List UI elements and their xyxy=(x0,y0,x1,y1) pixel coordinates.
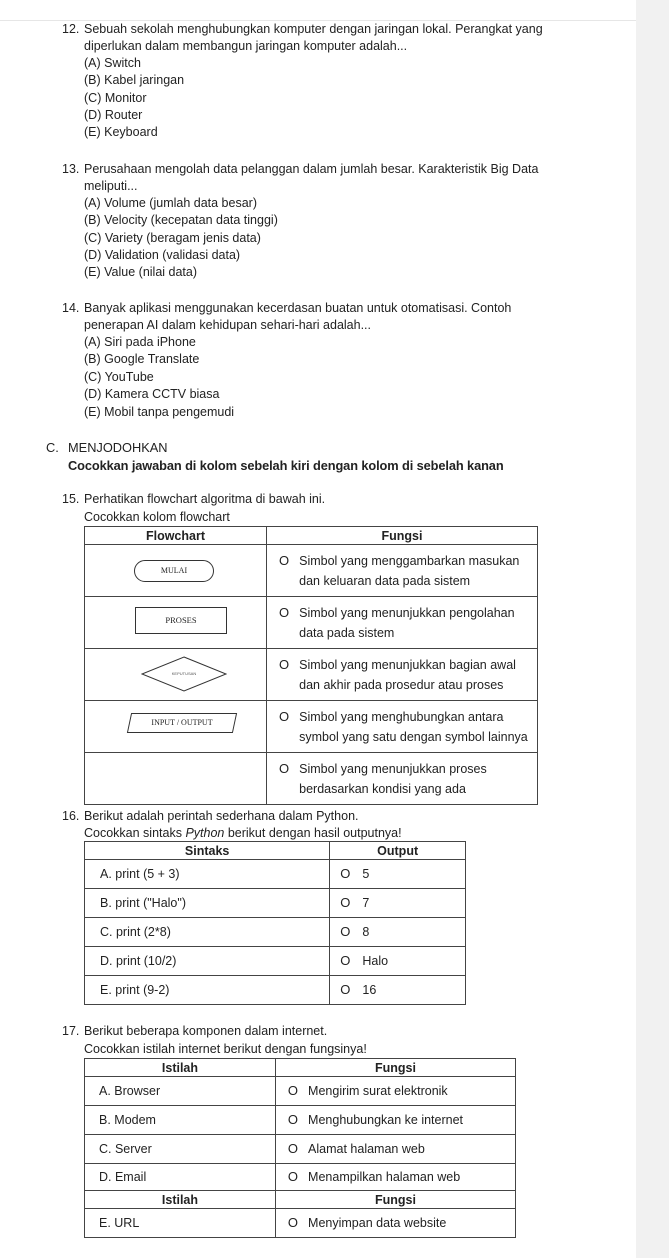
syntax-cell: A. print (5 + 3) xyxy=(85,860,330,889)
term-cell: E. URL xyxy=(85,1209,276,1238)
flowchart-cell-empty xyxy=(85,753,267,805)
question-text-line2: diperlukan dalam membangun jaringan komputer adalah... xyxy=(84,39,408,53)
option-e[interactable]: (E) Keyboard xyxy=(84,125,158,139)
match-bullet[interactable]: O xyxy=(287,1169,299,1184)
fungsi-text-line2: berdasarkan kondisi yang ada xyxy=(299,781,466,796)
table-row xyxy=(85,701,538,753)
output-cell xyxy=(330,976,466,1005)
func-cell xyxy=(275,1164,515,1191)
header-fungsi: Fungsi xyxy=(267,527,538,545)
table-row xyxy=(85,753,538,805)
fungsi-text-line2: dan keluaran data pada sistem xyxy=(299,573,471,588)
table-row xyxy=(85,1106,516,1135)
fungsi-text-line2: dan akhir pada prosedur atau proses xyxy=(299,677,504,692)
func-text: Alamat halaman web xyxy=(308,1142,425,1156)
instruction-python: Python xyxy=(185,826,225,840)
option-c[interactable]: (C) Monitor xyxy=(84,91,147,105)
question-text-line1: Berikut beberapa komponen dalam internet. xyxy=(84,1024,328,1038)
table-row xyxy=(85,947,466,976)
match-bullet[interactable]: O xyxy=(279,552,290,568)
output-value: 7 xyxy=(362,896,370,910)
match-bullet[interactable]: O xyxy=(340,953,351,968)
option-d[interactable]: (D) Kamera CCTV biasa xyxy=(84,387,220,401)
table-row xyxy=(85,976,466,1005)
term-cell: C. Server xyxy=(85,1135,276,1164)
question-number: 16. xyxy=(62,809,80,823)
question-instruction: Cocokkan istilah internet berikut dengan fungsinya! xyxy=(84,1042,367,1056)
fungsi-cell xyxy=(267,597,538,649)
option-a[interactable]: (A) Siri pada iPhone xyxy=(84,335,196,349)
option-e[interactable]: (E) Value (nilai data) xyxy=(84,265,198,279)
option-b[interactable]: (B) Google Translate xyxy=(84,352,200,366)
table-row xyxy=(85,918,466,947)
match-bullet[interactable]: O xyxy=(287,1215,299,1230)
scrollbar-track[interactable] xyxy=(636,0,669,1258)
process-symbol: PROSES xyxy=(135,607,227,634)
decision-label: KEPUTUSAN xyxy=(171,671,197,676)
python-matching-table xyxy=(84,841,466,1005)
syntax-cell: E. print (9-2) xyxy=(85,976,330,1005)
match-bullet[interactable]: O xyxy=(340,866,351,881)
func-text: Menampilkan halaman web xyxy=(308,1170,461,1184)
flowchart-cell xyxy=(85,597,267,649)
header-output: Output xyxy=(330,842,466,860)
match-bullet[interactable]: O xyxy=(279,760,290,776)
question-text-line1: Perusahaan mengolah data pelanggan dalam jumlah besar. Karakteristik Big Data xyxy=(84,162,539,176)
fungsi-cell xyxy=(267,701,538,753)
table-row xyxy=(85,649,538,701)
fungsi-text-line2: data pada sistem xyxy=(299,625,395,640)
question-text-line2: meliputi... xyxy=(84,179,138,193)
match-bullet[interactable]: O xyxy=(287,1141,299,1156)
question-text-line2: penerapan AI dalam kehidupan sehari-hari adalah... xyxy=(84,318,372,332)
question-text-line1: Sebuah sekolah menghubungkan komputer dengan jaringan lokal. Perangkat yang xyxy=(84,22,543,36)
flowchart-cell xyxy=(85,701,267,753)
table-row xyxy=(85,1164,516,1191)
question-number: 14. xyxy=(62,301,80,315)
decision-symbol xyxy=(141,656,227,692)
match-bullet[interactable]: O xyxy=(340,924,351,939)
func-text: Menyimpan data website xyxy=(308,1216,447,1230)
question-text-line1: Berikut adalah perintah sederhana dalam Python. xyxy=(84,809,359,823)
output-value: Halo xyxy=(362,954,389,968)
question-text-line1: Banyak aplikasi menggunakan kecerdasan buatan untuk otomatisasi. Contoh xyxy=(84,301,512,315)
match-bullet[interactable]: O xyxy=(287,1083,299,1098)
terminal-symbol: MULAI xyxy=(134,560,214,582)
internet-matching-table xyxy=(84,1058,516,1238)
syntax-cell: D. print (10/2) xyxy=(85,947,330,976)
header-sintaks: Sintaks xyxy=(85,842,330,860)
fungsi-cell xyxy=(267,753,538,805)
table-row xyxy=(85,1135,516,1164)
repeat-header-fungsi: Fungsi xyxy=(275,1191,515,1209)
question-instruction: Cocokkan kolom flowchart xyxy=(84,510,230,524)
term-cell: D. Email xyxy=(85,1164,276,1191)
fungsi-text-line1: Simbol yang menunjukkan pengolahan xyxy=(299,605,515,620)
match-bullet[interactable]: O xyxy=(279,656,290,672)
fungsi-cell xyxy=(267,545,538,597)
flowchart-cell xyxy=(85,545,267,597)
fungsi-text-line1: Simbol yang menunjukkan proses xyxy=(299,761,487,776)
match-bullet[interactable]: O xyxy=(287,1112,299,1127)
option-d[interactable]: (D) Router xyxy=(84,108,143,122)
func-cell xyxy=(275,1106,515,1135)
question-number: 15. xyxy=(62,492,80,506)
option-a[interactable]: (A) Switch xyxy=(84,56,141,70)
output-value: 16 xyxy=(362,983,377,997)
func-text: Mengirim surat elektronik xyxy=(308,1084,448,1098)
io-label: INPUT / OUTPUT xyxy=(151,718,213,727)
table-row xyxy=(85,545,538,597)
option-d[interactable]: (D) Validation (validasi data) xyxy=(84,248,241,262)
func-text: Menghubungkan ke internet xyxy=(308,1113,464,1127)
header-fungsi: Fungsi xyxy=(275,1059,515,1077)
io-symbol xyxy=(127,713,237,733)
option-b[interactable]: (B) Velocity (kecepatan data tinggi) xyxy=(84,213,278,227)
instruction-pre: Cocokkan sintaks xyxy=(84,826,186,840)
term-cell: B. Modem xyxy=(85,1106,276,1135)
flowchart-matching-table xyxy=(84,526,538,805)
fungsi-text-line1: Simbol yang menghubungkan antara xyxy=(299,709,504,724)
header-flowchart: Flowchart xyxy=(85,527,267,545)
fungsi-text-line1: Simbol yang menggambarkan masukan xyxy=(299,553,520,568)
fungsi-cell xyxy=(267,649,538,701)
section-title: MENJODOHKAN xyxy=(68,440,168,455)
header-istilah: Istilah xyxy=(85,1059,276,1077)
section-instruction: Cocokkan jawaban di kolom sebelah kiri dengan kolom di sebelah kanan xyxy=(68,458,504,473)
instruction-post: berikut dengan hasil outputnya! xyxy=(224,826,402,840)
match-bullet[interactable]: O xyxy=(340,895,351,910)
output-cell xyxy=(330,918,466,947)
option-a[interactable]: (A) Volume (jumlah data besar) xyxy=(84,196,257,210)
term-cell: A. Browser xyxy=(85,1077,276,1106)
flowchart-cell xyxy=(85,649,267,701)
output-cell xyxy=(330,889,466,918)
question-number: 17. xyxy=(62,1024,80,1038)
table-row xyxy=(85,597,538,649)
func-cell xyxy=(275,1077,515,1106)
question-text-line1: Perhatikan flowchart algoritma di bawah ini. xyxy=(84,492,326,506)
func-cell xyxy=(275,1209,515,1238)
table-row xyxy=(85,1077,516,1106)
table-row xyxy=(85,860,466,889)
option-c[interactable]: (C) Variety (beragam jenis data) xyxy=(84,231,261,245)
repeat-header-istilah: Istilah xyxy=(85,1191,276,1209)
question-instruction xyxy=(84,825,402,842)
table-row xyxy=(85,889,466,918)
match-bullet[interactable]: O xyxy=(279,708,290,724)
match-bullet[interactable]: O xyxy=(279,604,290,620)
match-bullet[interactable]: O xyxy=(340,982,351,997)
fungsi-text-line1: Simbol yang menunjukkan bagian awal xyxy=(299,657,516,672)
option-e[interactable]: (E) Mobil tanpa pengemudi xyxy=(84,405,235,419)
question-number: 13. xyxy=(62,162,80,176)
output-value: 5 xyxy=(362,867,370,881)
option-b[interactable]: (B) Kabel jaringan xyxy=(84,73,185,87)
syntax-cell: B. print ("Halo") xyxy=(85,889,330,918)
question-number: 12. xyxy=(62,22,80,36)
output-cell xyxy=(330,947,466,976)
table-row xyxy=(85,1209,516,1238)
output-value: 8 xyxy=(362,925,370,939)
func-cell xyxy=(275,1135,515,1164)
output-cell xyxy=(330,860,466,889)
option-c[interactable]: (C) YouTube xyxy=(84,370,154,384)
section-label: C. xyxy=(46,440,59,455)
fungsi-text-line2: symbol yang satu dengan symbol lainnya xyxy=(299,729,528,744)
syntax-cell: C. print (2*8) xyxy=(85,918,330,947)
